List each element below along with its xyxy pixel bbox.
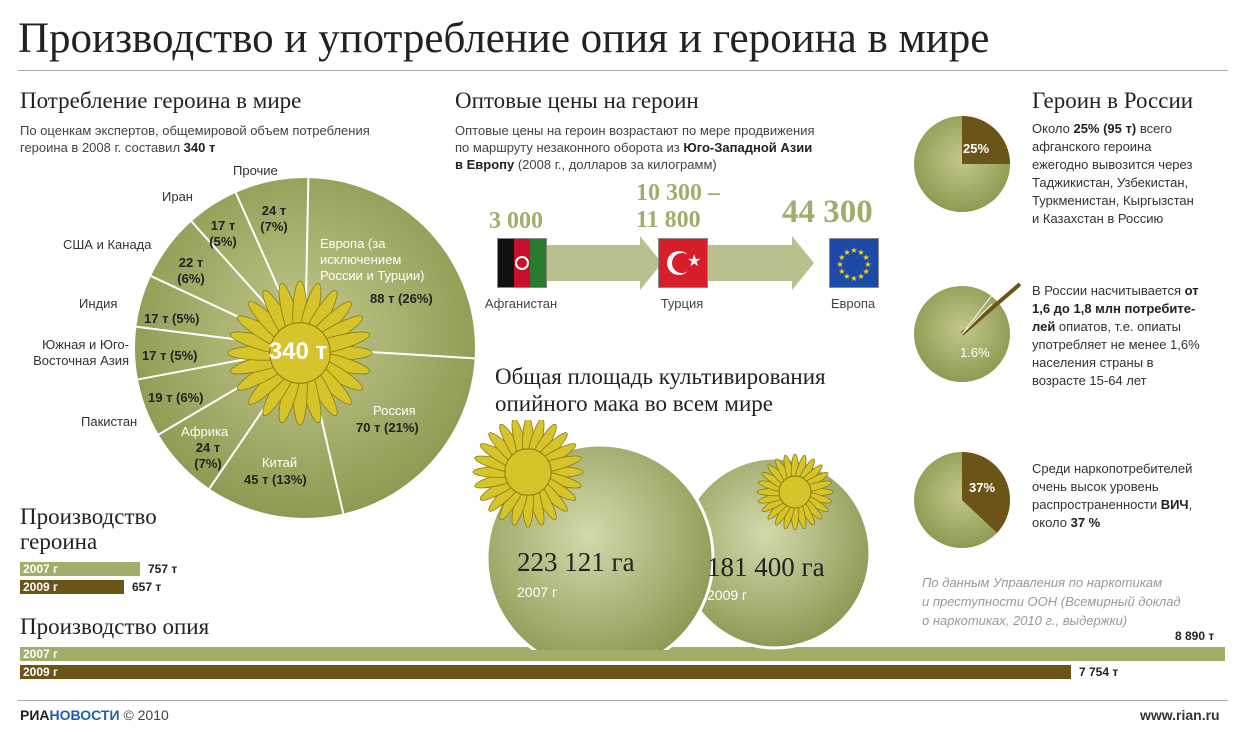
pie-label-other: Прочие bbox=[233, 163, 278, 178]
poppy-flower-icon bbox=[473, 420, 583, 527]
footer-logo: РИАНОВОСТИ © 2010 bbox=[20, 707, 169, 723]
pie-label-india: Индия bbox=[79, 296, 118, 311]
eu-star: ★ bbox=[857, 247, 865, 257]
opium-prod-heading: Производство опия bbox=[20, 614, 210, 639]
pie-value-usa: 22 т (6%) bbox=[177, 255, 205, 286]
cultivation-heading: Общая площадь культивирования опийного мака во всем мире bbox=[495, 364, 826, 416]
arrow-shaft-2 bbox=[706, 245, 794, 281]
opium-bar-2009: 2009 г bbox=[20, 665, 1071, 679]
prices-heading: Оптовые цены на героин bbox=[455, 88, 699, 113]
pie-value-europe: 88 т (26%) bbox=[370, 291, 433, 306]
pie-total: 340 т bbox=[268, 338, 328, 365]
cultivation-bubbles bbox=[455, 420, 875, 650]
pie-label-usa: США и Канада bbox=[63, 237, 152, 252]
prices-text: Оптовые цены на героин возрастают по мере продвижения по маршруту незаконного оборота из Юго-Западной Азии в Европу (2008 г., долларов за килограмм) bbox=[455, 123, 815, 172]
russia-pie-1-6-label: 1.6% bbox=[960, 345, 990, 360]
consumption-intro: По оценкам экспертов, общемировой объем потребления героина в 2008 г. составил 340 т bbox=[20, 123, 370, 155]
opium-value-2009: 7 754 т bbox=[1079, 665, 1119, 679]
afghanistan-flag-icon bbox=[497, 238, 547, 288]
price-afghanistan: 3 000 bbox=[489, 208, 543, 234]
eu-star: ★ bbox=[857, 272, 865, 282]
pie-value-china: 45 т (13%) bbox=[244, 472, 307, 487]
eu-star: ★ bbox=[836, 260, 844, 269]
pie-label-pakistan: Пакистан bbox=[81, 414, 138, 429]
main-title: Производство и употребление опия и героина в мире bbox=[18, 15, 990, 62]
eu-star: ★ bbox=[864, 260, 872, 269]
pie-label-china: Китай bbox=[262, 455, 298, 470]
russia-pie-37-label: 37% bbox=[969, 480, 996, 495]
country-afghanistan: Афганистан bbox=[484, 296, 558, 311]
eu-flag-icon bbox=[829, 238, 879, 288]
russia-text-2: В России насчитывается от 1,6 до 1,8 млн потребите- лей опиатов, т.е. опиаты употребляет не менее 1,6% населения страны в возрасте 15-64 лет bbox=[1032, 283, 1200, 388]
eu-star: ★ bbox=[862, 253, 870, 262]
area-2007-value: 223 121 га bbox=[517, 547, 635, 577]
heroin-bar-2009: 2009 г bbox=[20, 580, 124, 594]
opium-bar-2007: 2007 г bbox=[20, 647, 1225, 661]
russia-pie-25-label: 25% bbox=[963, 141, 990, 156]
footer-url[interactable]: www.rian.ru bbox=[1140, 707, 1220, 723]
russia-pie-1-6 bbox=[912, 282, 1027, 387]
pie-value-india: 17 т (5%) bbox=[144, 311, 200, 326]
eu-star: ★ bbox=[850, 246, 858, 255]
eu-star: ★ bbox=[850, 274, 858, 283]
pie-value-pakistan: 19 т (6%) bbox=[148, 390, 204, 405]
eu-star: ★ bbox=[838, 253, 846, 262]
pie-label-iran: Иран bbox=[162, 189, 193, 204]
russia-text-3: Среди наркопотребителей очень высок уровень распространенности ВИЧ, около 37 % bbox=[1032, 461, 1193, 530]
russia-pie-37 bbox=[912, 450, 1012, 550]
pie-value-russia: 70 т (21%) bbox=[356, 420, 419, 435]
heroin-bar-2007: 2007 г bbox=[20, 562, 140, 576]
area-2009-value: 181 400 га bbox=[707, 552, 825, 582]
pie-label-africa: Африка bbox=[181, 424, 229, 439]
eu-star: ★ bbox=[843, 247, 851, 257]
price-turkey: 10 300 – 11 800 bbox=[636, 180, 720, 233]
country-europe: Европа bbox=[830, 296, 876, 311]
russia-heading: Героин в России bbox=[1032, 88, 1194, 113]
poppy-flower-icon bbox=[757, 454, 833, 530]
turkey-flag-icon: ★ bbox=[658, 238, 708, 288]
eu-star: ★ bbox=[862, 267, 870, 276]
pie-label-europe: Европа (за исключением России и Турции) bbox=[320, 236, 425, 283]
eu-star: ★ bbox=[838, 267, 846, 276]
area-2007-year: 2007 г bbox=[517, 584, 558, 600]
country-turkey: Турция bbox=[660, 296, 704, 311]
source-note: По данным Управления по наркотикам и преступности ООН (Всемирный доклад о наркотиках, 2010 г., выдержки) bbox=[922, 575, 1181, 628]
price-europe: 44 300 bbox=[782, 194, 873, 230]
heroin-value-2007: 757 т bbox=[148, 562, 178, 576]
title-divider bbox=[18, 70, 1228, 71]
eu-star: ★ bbox=[843, 272, 851, 282]
heroin-prod-heading: Производство героина bbox=[20, 504, 157, 554]
consumption-heading: Потребление героина в мире bbox=[20, 88, 302, 113]
opium-value-2007: 8 890 т bbox=[1175, 629, 1215, 643]
pie-value-africa: 24 т (7%) bbox=[194, 440, 222, 471]
arrow-head-2 bbox=[792, 236, 814, 290]
pie-label-russia: Россия bbox=[373, 403, 416, 418]
heroin-value-2009: 657 т bbox=[132, 580, 162, 594]
russia-pie-25 bbox=[912, 114, 1012, 214]
footer-divider bbox=[18, 700, 1228, 701]
arrow-shaft-1 bbox=[546, 245, 642, 281]
pie-value-iran: 17 т (5%) bbox=[209, 218, 237, 249]
pie-value-other: 24 т (7%) bbox=[260, 203, 288, 234]
area-2009-year: 2009 г bbox=[707, 587, 748, 603]
pie-label-sea: Южная и Юго-Восточная Азия bbox=[33, 337, 129, 368]
russia-text-1: Около 25% (95 т) всего афганского героина ежегодно вывозится через Таджикистан, Узбекистан, Туркменистан, Кыргызстан и Казахстан в Россию bbox=[1032, 121, 1194, 226]
pie-value-sea: 17 т (5%) bbox=[142, 348, 198, 363]
